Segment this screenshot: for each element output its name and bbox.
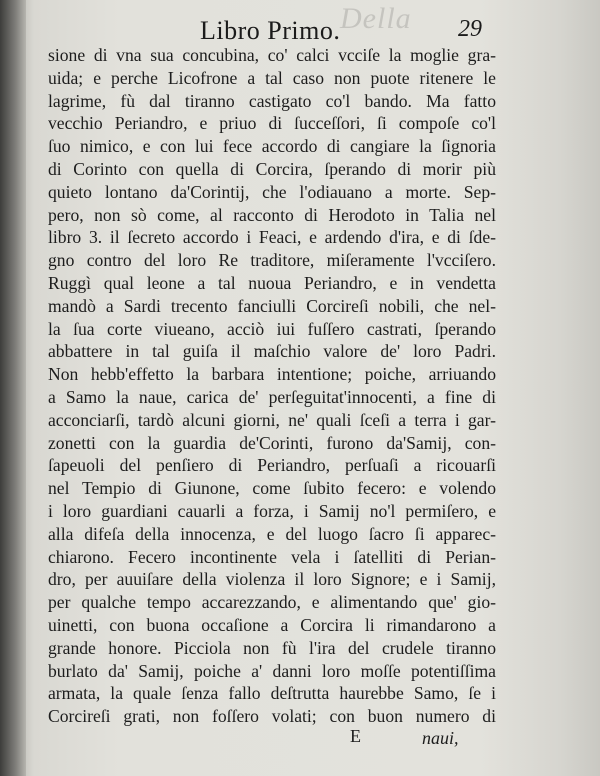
text-line-content: Corcireſi grati, non foſſero volati; con buon numero di (48, 706, 496, 727)
text-line (48, 477, 496, 500)
text-line (48, 432, 496, 455)
text-line (48, 682, 496, 705)
text-line-content: ſapeuoli del penſiero di Periandro, perſuaſi a ricouarſi (48, 455, 496, 476)
text-line (48, 318, 496, 341)
text-line (48, 660, 496, 683)
text-line-content: vecchio Periandro, e priuo di ſucceſſori, ſi compoſe co'l (48, 113, 496, 134)
text-line-content: Ruggì qual leone a tal nuoua Periandro, e in vendetta (48, 272, 496, 293)
text-line (48, 135, 496, 158)
text-line (48, 363, 496, 386)
text-line-content: mandò a Sardi trecento fanciulli Corcireſi nobili, che nel- (48, 295, 496, 316)
text-line (48, 614, 496, 637)
text-line (48, 204, 496, 227)
text-line-content: burlato da' Samij, poiche a' danni loro moſſe potentiſſima (48, 660, 496, 681)
text-line-content: libro 3. il ſecreto accordo i Feaci, e ardendo d'ira, e di ſde- (48, 227, 496, 248)
text-line (48, 226, 496, 249)
text-line-content: nel Tempio di Giunone, come ſubito fecero: e volendo (48, 478, 496, 499)
text-line (48, 90, 496, 113)
text-line (48, 44, 496, 67)
text-line (48, 386, 496, 409)
page-footer (0, 726, 600, 756)
page-number: 29 (458, 16, 482, 42)
text-line (48, 409, 496, 432)
text-line (48, 112, 496, 135)
text-line-content: chiarono. Fecero incontinente vela i ſatelliti di Perian- (48, 546, 496, 567)
text-line (48, 295, 496, 318)
text-line-content: alla difeſa della innocenza, e del luogo ſacro ſi apparec- (48, 523, 496, 544)
text-line-content: gno contro del loro Re traditore, miſeramente l'vcciſero. (48, 250, 496, 271)
text-line-content: sione di vna sua concubina, co' calci vcciſe la moglie gra- (48, 45, 496, 65)
text-line-content: per qualche tempo accarezzando, e alimentando que' gio- (48, 592, 496, 613)
text-line-content: abbattere in tal guiſa il maſchio valore de' loro Padri. (48, 341, 496, 362)
text-line-content: quieto lontano da'Corintij, che l'odiauano a morte. Sep- (48, 181, 496, 202)
text-line-content: zonetti con la guardia de'Corinti, furono da'Samij, con- (48, 432, 496, 453)
text-line (48, 340, 496, 363)
text-line-content: dro, per auuiſare della violenza il loro Signore; e i Samij, (48, 569, 496, 590)
text-line (48, 591, 496, 614)
text-line-content: i loro guardiani cauarli a forza, i Samij no'l permiſero, e (48, 500, 496, 521)
text-line-content: Non hebb'effetto la barbara intentione; poiche, arriuando (48, 364, 496, 385)
text-line (48, 272, 496, 295)
catchword: naui, (422, 728, 459, 748)
text-line (48, 158, 496, 181)
text-line-content: grande honore. Picciola non fù l'ira del crudele tiranno (48, 637, 496, 658)
text-line (48, 67, 496, 90)
text-line-content: uinetti, con buona occaſione a Corcira li rimandarono a (48, 614, 496, 635)
text-line (48, 546, 496, 569)
text-line-content: la ſua corte viueano, acciò iui fuſſero castrati, ſperando (48, 318, 496, 339)
text-line-content: armata, la quale ſenza fallo deſtrutta haurebbe Samo, ſe i (48, 683, 496, 704)
running-title: Libro Primo. (200, 16, 341, 45)
text-line-content: di Corinto con quella di Corcira, ſperando di morir più (48, 158, 496, 179)
text-line (48, 568, 496, 591)
bleed-through-word: Della (340, 2, 412, 35)
signature-mark: E (350, 726, 361, 746)
body-text (48, 44, 496, 728)
text-line (48, 454, 496, 477)
text-line-content: a Samo la naue, carica de' perſeguitat'innocenti, a fine di (48, 386, 496, 407)
text-line-content: lagrime, fù dal tiranno castigato co'l bando. Ma fatto (48, 90, 496, 111)
text-line-content: pero, non sò come, al racconto di Herodoto in Talia nel (48, 204, 496, 225)
text-line (48, 249, 496, 272)
text-line (48, 500, 496, 523)
text-line-content: acconciarſi, tardò alcuni giorni, ne' quali ſceſi a terra i gar- (48, 409, 496, 430)
text-line (48, 705, 496, 728)
text-line-content: ſuo nimico, e con lui fece accordo di cangiare la ſignoria (48, 136, 496, 157)
text-line (48, 181, 496, 204)
text-line-content: uida; e perche Licofrone a tal caso non puote ritenere le (48, 67, 496, 88)
text-line (48, 637, 496, 660)
text-line (48, 523, 496, 546)
page-gutter (0, 0, 26, 776)
